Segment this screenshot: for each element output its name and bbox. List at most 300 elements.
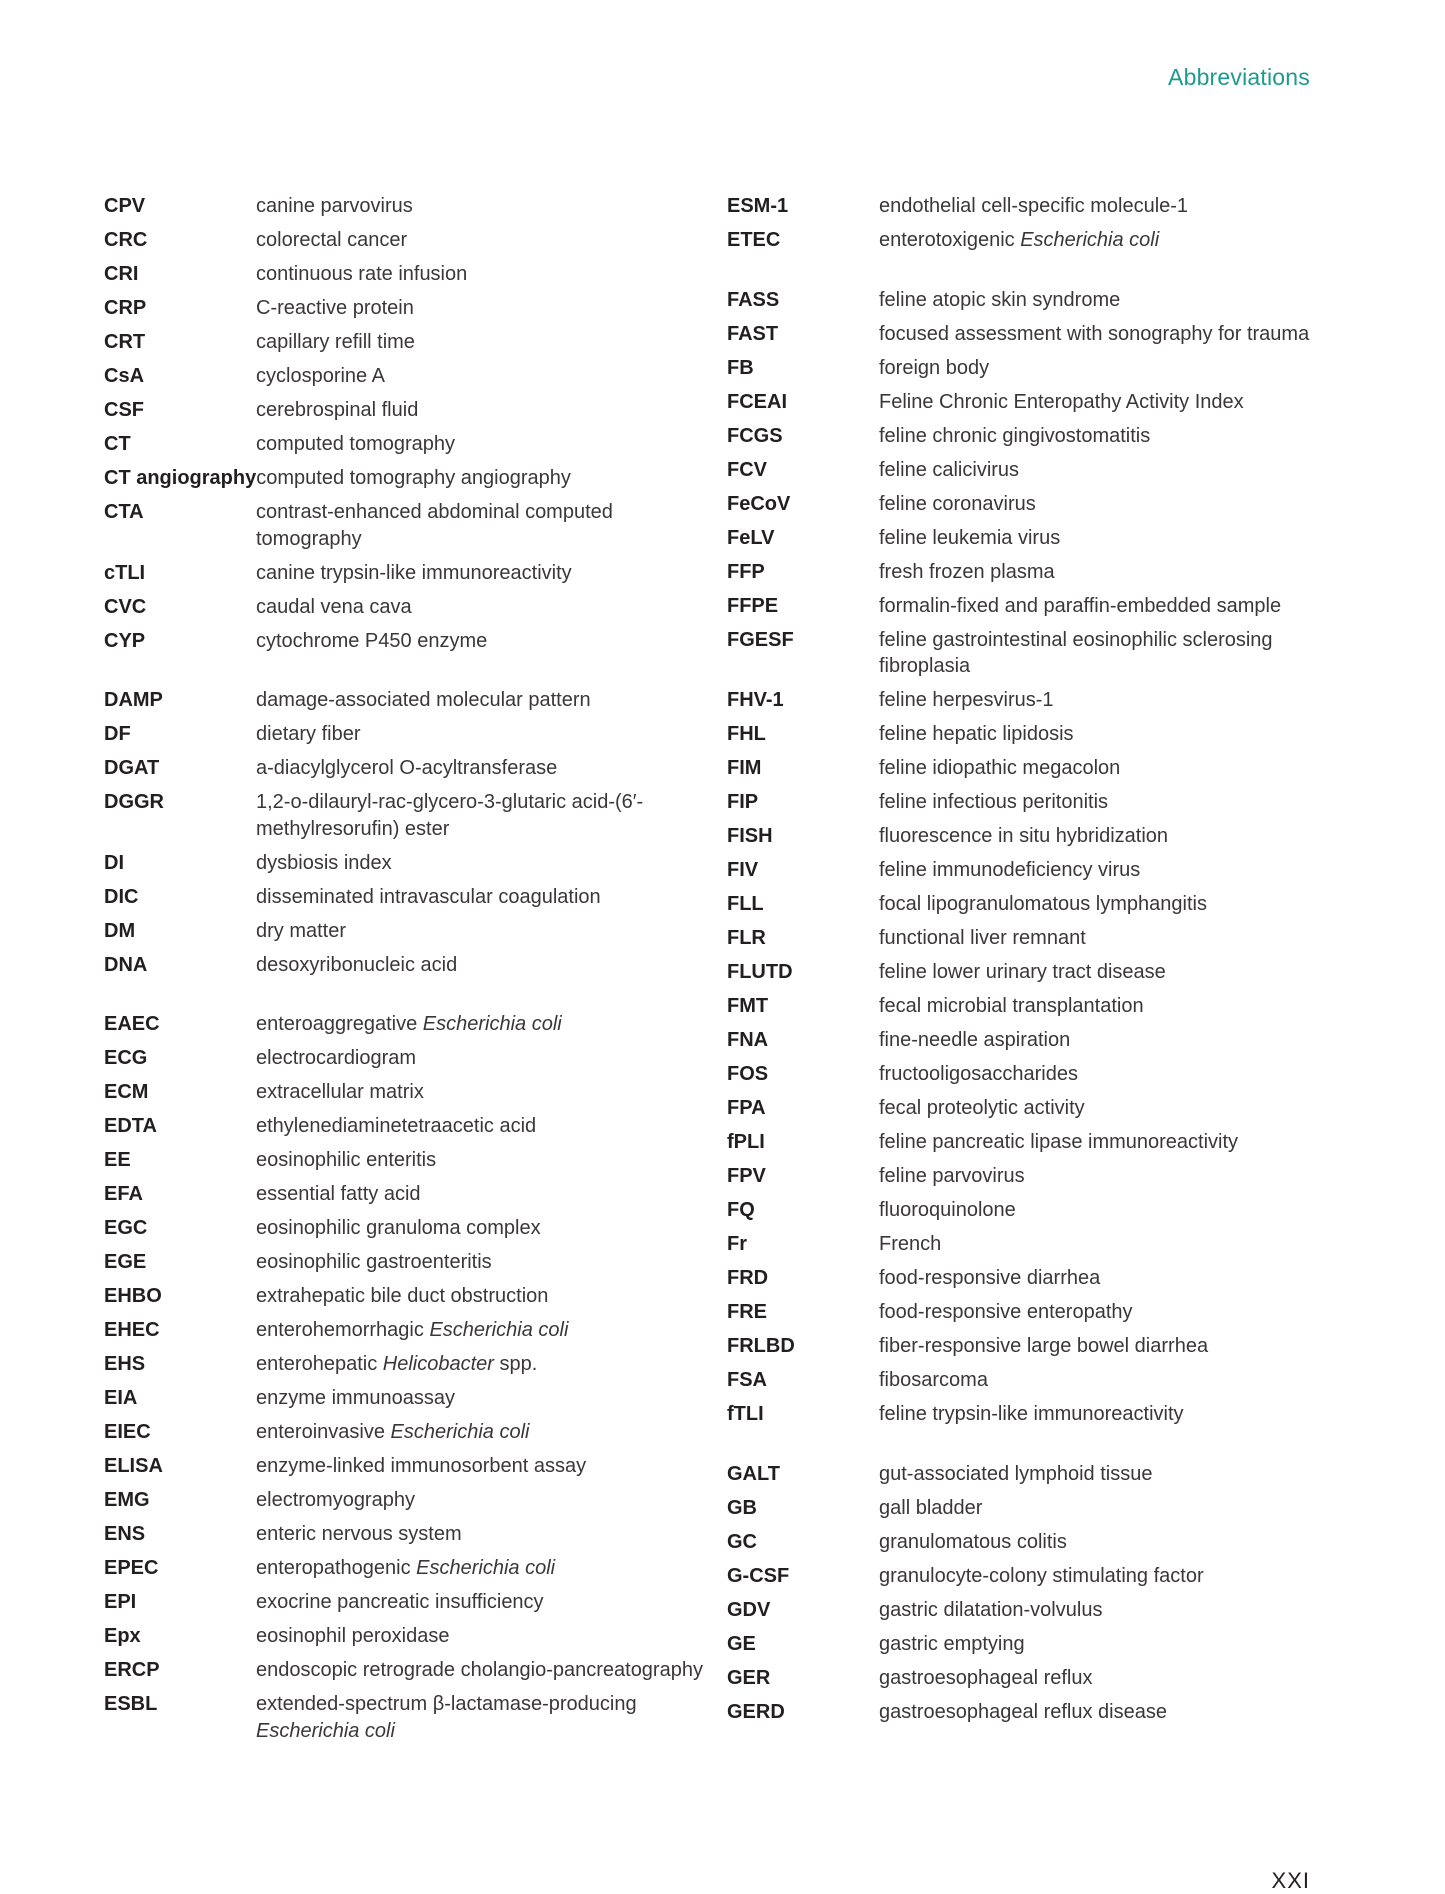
definition-text: extracellular matrix <box>256 1081 424 1103</box>
abbreviation-term: FIP <box>727 791 759 813</box>
abbreviation-entry <box>104 1385 704 1412</box>
abbreviation-entry <box>104 295 704 322</box>
abbreviation-term: DNA <box>104 953 148 976</box>
abbreviation-definition <box>256 1623 704 1650</box>
definition-text: feline chronic gingivostomatitis <box>879 424 1151 447</box>
abbreviation-term: FIV <box>727 859 759 881</box>
definition-text: gastric dilatation-volvulus <box>879 1598 1103 1621</box>
abbreviation-entry <box>104 431 704 458</box>
abbreviation-entry <box>727 925 1327 952</box>
abbreviation-entry <box>104 721 704 748</box>
abbreviation-definition <box>256 1589 704 1616</box>
definition-text: cyclosporine A <box>256 365 385 387</box>
definition-text: feline leukemia virus <box>879 526 1061 549</box>
abbreviation-term: fTLI <box>727 1403 764 1425</box>
abbreviation-entry <box>104 1317 704 1344</box>
abbreviation-entry <box>104 884 704 911</box>
abbreviation-entry <box>727 389 1327 416</box>
definition-italic-text: Escherichia coli <box>416 1557 556 1579</box>
abbreviation-list-left <box>104 193 704 1752</box>
abbreviation-term: FRD <box>727 1267 769 1289</box>
definition-text: enteric nervous system <box>256 1523 462 1545</box>
abbreviation-term: CRI <box>104 263 139 285</box>
abbreviation-entry <box>104 1555 704 1582</box>
abbreviation-entry <box>104 687 704 714</box>
abbreviation-definition <box>256 850 704 877</box>
abbreviation-entry <box>727 1265 1327 1292</box>
abbreviation-entry <box>727 959 1327 986</box>
abbreviation-term: FNA <box>727 1029 769 1051</box>
abbreviation-definition <box>256 918 704 945</box>
abbreviation-term: FFP <box>727 560 765 583</box>
abbreviation-entry <box>104 1079 704 1106</box>
abbreviation-entry <box>727 1665 1327 1692</box>
definition-text: feline idiopathic megacolon <box>879 757 1121 779</box>
abbreviation-entry <box>104 1623 704 1650</box>
abbreviation-definition <box>879 627 1327 680</box>
abbreviation-term: DF <box>104 723 131 745</box>
abbreviation-entry <box>104 755 704 782</box>
abbreviation-term: CVC <box>104 595 147 618</box>
abbreviation-definition <box>879 321 1327 348</box>
abbreviation-definition <box>879 1529 1327 1556</box>
abbreviation-entry <box>727 1495 1327 1522</box>
definition-text-suffix: spp. <box>493 1353 538 1375</box>
abbreviation-term: FeLV <box>727 526 775 549</box>
definition-text: ethylenediaminetetraacetic acid <box>256 1115 537 1137</box>
abbreviation-term: EIEC <box>104 1421 151 1443</box>
abbreviation-entry <box>727 721 1327 748</box>
abbreviation-definition <box>879 1631 1327 1658</box>
abbreviation-term: FeCoV <box>727 492 791 515</box>
abbreviation-list-right <box>727 193 1327 1733</box>
definition-text: feline pancreatic lipase immunoreactivity <box>879 1131 1239 1153</box>
abbreviation-entry <box>727 227 1327 254</box>
abbreviation-entry <box>104 1589 704 1616</box>
definition-italic-text: Escherichia coli <box>1020 229 1160 251</box>
abbreviation-definition <box>879 857 1327 884</box>
definition-text: endoscopic retrograde cholangio-pancreatography <box>256 1659 703 1681</box>
definition-text: eosinophil peroxidase <box>256 1625 450 1647</box>
abbreviation-entry <box>104 560 704 587</box>
definition-text: computed tomography <box>256 433 456 455</box>
abbreviation-definition <box>879 1665 1327 1692</box>
abbreviation-term: CPV <box>104 195 146 217</box>
abbreviation-term: FCV <box>727 458 767 481</box>
abbreviation-definition <box>256 1453 704 1480</box>
abbreviation-entry <box>727 491 1327 518</box>
abbreviation-definition <box>879 525 1327 552</box>
abbreviation-entry <box>727 457 1327 484</box>
abbreviation-definition <box>256 329 704 356</box>
abbreviation-term: GER <box>727 1666 771 1689</box>
definition-text: eosinophilic gastroenteritis <box>256 1251 492 1273</box>
abbreviation-definition <box>256 1215 704 1242</box>
abbreviation-definition <box>256 1385 704 1412</box>
abbreviation-definition <box>879 593 1327 620</box>
definition-text: feline infectious peritonitis <box>879 791 1109 813</box>
abbreviation-definition <box>256 1657 704 1684</box>
abbreviation-definition <box>256 1555 704 1582</box>
definition-text: dry matter <box>256 919 347 942</box>
abbreviation-definition <box>879 1265 1327 1292</box>
abbreviation-term: CTA <box>104 501 144 523</box>
abbreviation-definition <box>256 721 704 748</box>
definition-text: food-responsive enteropathy <box>879 1301 1133 1323</box>
abbreviation-entry <box>104 1657 704 1684</box>
abbreviation-entry <box>104 227 704 254</box>
abbreviation-definition <box>256 1249 704 1276</box>
definition-text: feline herpesvirus-1 <box>879 689 1054 711</box>
abbreviation-term: EHEC <box>104 1319 160 1341</box>
abbreviation-term: FB <box>727 356 754 379</box>
abbreviation-definition <box>256 227 704 254</box>
abbreviation-definition <box>879 1061 1327 1088</box>
abbreviation-entry <box>727 1231 1327 1258</box>
definition-text: feline lower urinary tract disease <box>879 961 1166 983</box>
definition-text: food-responsive diarrhea <box>879 1267 1101 1289</box>
abbreviation-entry <box>727 525 1327 552</box>
abbreviation-term: DIC <box>104 885 139 908</box>
abbreviation-entry <box>727 1563 1327 1590</box>
abbreviation-definition <box>256 1079 704 1106</box>
abbreviation-definition <box>256 1317 704 1344</box>
definition-text: enzyme immunoassay <box>256 1387 455 1409</box>
abbreviation-entry <box>727 1597 1327 1624</box>
abbreviation-definition <box>256 560 704 587</box>
abbreviation-term: CYP <box>104 629 146 652</box>
abbreviation-definition <box>256 687 704 714</box>
abbreviation-definition <box>256 952 704 979</box>
definition-text: French <box>879 1233 942 1255</box>
abbreviation-term: EDTA <box>104 1115 157 1137</box>
abbreviation-term: DGAT <box>104 757 160 779</box>
abbreviation-entry <box>104 918 704 945</box>
definition-text: Feline Chronic Enteropathy Activity Index <box>879 390 1244 413</box>
abbreviation-term: EPEC <box>104 1557 159 1579</box>
definition-text: desoxyribonucleic acid <box>256 953 458 976</box>
abbreviation-definition <box>879 193 1327 220</box>
definition-text: cytochrome P450 enzyme <box>256 629 488 652</box>
abbreviation-term: FIM <box>727 757 762 779</box>
abbreviation-definition <box>256 1113 704 1140</box>
abbreviation-term: G-CSF <box>727 1564 790 1587</box>
abbreviation-entry <box>104 193 704 220</box>
abbreviation-term: ENS <box>104 1523 146 1545</box>
abbreviation-definition <box>256 884 704 911</box>
abbreviation-entry <box>104 1011 704 1038</box>
abbreviation-term: FRE <box>727 1301 767 1323</box>
definition-text: capillary refill time <box>256 331 415 353</box>
abbreviation-entry <box>727 1529 1327 1556</box>
running-head: Abbreviations <box>1168 64 1310 90</box>
abbreviation-term: CRP <box>104 297 147 319</box>
abbreviation-term: CT <box>104 433 131 455</box>
definition-text: functional liver remnant <box>879 927 1086 949</box>
abbreviation-definition <box>879 1027 1327 1054</box>
definition-text: eosinophilic enteritis <box>256 1149 437 1171</box>
abbreviation-entry <box>727 857 1327 884</box>
definition-text: focused assessment with sonography for trauma <box>879 322 1310 345</box>
definition-text: feline gastrointestinal eosinophilic sclerosing fibroplasia <box>879 628 1273 677</box>
abbreviation-definition <box>256 1419 704 1446</box>
definition-text: fluoroquinolone <box>879 1199 1016 1221</box>
abbreviation-definition <box>879 1129 1327 1156</box>
abbreviation-entry <box>727 1461 1327 1488</box>
definition-text: formalin-fixed and paraffin-embedded sample <box>879 594 1282 617</box>
definition-text: endothelial cell-specific molecule-1 <box>879 195 1189 217</box>
abbreviation-term: FHV-1 <box>727 689 784 711</box>
abbreviation-term: FHL <box>727 723 766 745</box>
abbreviation-definition <box>256 295 704 322</box>
abbreviation-definition <box>879 1597 1327 1624</box>
abbreviation-entry <box>727 1095 1327 1122</box>
definition-text: enterohepatic <box>256 1353 383 1375</box>
abbreviation-entry <box>727 1401 1327 1428</box>
definition-text: electromyography <box>256 1489 415 1511</box>
definition-text: exocrine pancreatic insufficiency <box>256 1591 544 1613</box>
abbreviation-definition <box>879 1231 1327 1258</box>
definition-text: cerebrospinal fluid <box>256 399 419 421</box>
abbreviation-entry <box>727 1197 1327 1224</box>
abbreviation-definition <box>879 891 1327 918</box>
abbreviation-entry <box>104 1215 704 1242</box>
definition-text: gastric emptying <box>879 1632 1025 1655</box>
abbreviation-definition <box>256 755 704 782</box>
definition-text: fecal proteolytic activity <box>879 1097 1085 1119</box>
abbreviation-entry <box>104 1249 704 1276</box>
definition-italic-text: Helicobacter <box>382 1353 494 1375</box>
definition-text: feline atopic skin syndrome <box>879 288 1121 311</box>
abbreviation-entry <box>104 329 704 356</box>
abbreviation-definition <box>879 389 1327 416</box>
abbreviation-entry <box>104 1419 704 1446</box>
abbreviation-term: EGC <box>104 1217 148 1239</box>
abbreviation-definition <box>256 499 704 552</box>
abbreviation-entry <box>104 1487 704 1514</box>
definition-text: C-reactive protein <box>256 297 414 319</box>
abbreviation-definition <box>879 457 1327 484</box>
definition-text: canine parvovirus <box>256 195 413 217</box>
definition-italic-text: Escherichia coli <box>429 1319 569 1341</box>
abbreviation-definition <box>879 1461 1327 1488</box>
abbreviation-term: GC <box>727 1530 757 1553</box>
abbreviation-entry <box>727 1129 1327 1156</box>
definition-text: enteropathogenic <box>256 1557 417 1579</box>
abbreviation-entry <box>104 850 704 877</box>
abbreviation-entry <box>727 755 1327 782</box>
abbreviation-entry <box>727 789 1327 816</box>
abbreviation-term: GALT <box>727 1462 780 1485</box>
abbreviation-term: FFPE <box>727 594 779 617</box>
definition-text: colorectal cancer <box>256 229 408 251</box>
abbreviation-entry <box>727 593 1327 620</box>
abbreviation-term: FASS <box>727 288 780 311</box>
page-number: XXI <box>1271 1868 1310 1893</box>
abbreviation-definition <box>879 789 1327 816</box>
abbreviation-entry <box>104 1181 704 1208</box>
abbreviation-term: FQ <box>727 1199 755 1221</box>
abbreviation-entry <box>104 1045 704 1072</box>
abbreviation-definition <box>256 431 704 458</box>
abbreviation-entry <box>104 465 704 492</box>
abbreviation-term: CSF <box>104 399 144 421</box>
definition-text: extended-spectrum β-lactamase-producing <box>256 1693 637 1715</box>
abbreviation-term: ESBL <box>104 1693 158 1715</box>
abbreviation-term: DI <box>104 851 124 874</box>
abbreviation-term: EMG <box>104 1489 150 1511</box>
definition-text: enterohemorrhagic <box>256 1319 430 1341</box>
definition-text: fecal microbial transplantation <box>879 995 1144 1017</box>
definition-italic-text: Escherichia coli <box>422 1013 562 1035</box>
abbreviation-definition <box>879 993 1327 1020</box>
abbreviation-definition <box>879 423 1327 450</box>
definition-text: fibosarcoma <box>879 1369 988 1391</box>
abbreviation-definition <box>256 1011 704 1038</box>
abbreviation-entry <box>104 628 704 655</box>
abbreviation-definition <box>879 1095 1327 1122</box>
definition-text: fructooligosaccharides <box>879 1063 1078 1085</box>
abbreviation-definition <box>879 1563 1327 1590</box>
abbreviation-definition <box>256 397 704 424</box>
abbreviation-entry <box>727 287 1327 314</box>
definition-text: disseminated intravascular coagulation <box>256 885 601 908</box>
abbreviation-definition <box>256 628 704 655</box>
abbreviation-entry <box>727 1299 1327 1326</box>
abbreviation-definition <box>879 287 1327 314</box>
abbreviation-term: FLL <box>727 893 764 915</box>
definition-text: feline coronavirus <box>879 492 1036 515</box>
definition-text: 1,2-o-dilauryl-rac-glycero-3-glutaric acid-(6′-methylresorufin) ester <box>256 791 644 840</box>
definition-text: gastroesophageal reflux <box>879 1666 1093 1689</box>
definition-text: extrahepatic bile duct obstruction <box>256 1285 549 1307</box>
abbreviation-definition <box>879 227 1327 254</box>
abbreviation-entry <box>727 1699 1327 1726</box>
definition-text: electrocardiogram <box>256 1047 417 1069</box>
abbreviation-definition <box>879 1495 1327 1522</box>
abbreviation-term: FGESF <box>727 628 794 651</box>
abbreviation-term: CRC <box>104 229 148 251</box>
definition-text: enteroinvasive <box>256 1421 391 1443</box>
definition-text: feline trypsin-like immunoreactivity <box>879 1403 1184 1425</box>
definition-italic-text: Escherichia coli <box>390 1421 530 1443</box>
abbreviation-term: FCEAI <box>727 390 787 413</box>
abbreviation-definition <box>879 1401 1327 1428</box>
abbreviation-definition <box>879 823 1327 850</box>
abbreviation-entry <box>104 594 704 621</box>
definition-text: feline hepatic lipidosis <box>879 723 1074 745</box>
abbreviation-entry <box>104 1521 704 1548</box>
abbreviation-entry <box>727 559 1327 586</box>
abbreviation-term: ECM <box>104 1081 149 1103</box>
abbreviation-entry <box>104 1283 704 1310</box>
abbreviation-entry <box>727 423 1327 450</box>
abbreviation-definition <box>256 261 704 288</box>
abbreviation-term: FMT <box>727 995 769 1017</box>
abbreviation-definition <box>256 363 704 390</box>
definition-text: enzyme-linked immunosorbent assay <box>256 1455 587 1477</box>
abbreviation-term: CT angiography <box>104 467 257 489</box>
abbreviation-entry <box>727 1333 1327 1360</box>
definition-text: fine-needle aspiration <box>879 1029 1071 1051</box>
abbreviation-term: FAST <box>727 322 779 345</box>
abbreviation-term: ECG <box>104 1047 148 1069</box>
abbreviation-term: EIA <box>104 1387 138 1409</box>
abbreviation-term: Fr <box>727 1233 747 1255</box>
abbreviation-term: FRLBD <box>727 1335 795 1357</box>
abbreviation-definition <box>256 594 704 621</box>
definition-text: continuous rate infusion <box>256 263 468 285</box>
abbreviation-definition <box>256 1487 704 1514</box>
abbreviation-entry <box>727 193 1327 220</box>
abbreviation-term: EPI <box>104 1591 137 1613</box>
abbreviation-term: ELISA <box>104 1455 163 1477</box>
abbreviation-term: FSA <box>727 1369 767 1391</box>
abbreviation-entry <box>104 363 704 390</box>
abbreviation-term: EGE <box>104 1251 147 1273</box>
abbreviation-term: fPLI <box>727 1131 765 1153</box>
abbreviation-entry <box>727 355 1327 382</box>
abbreviation-term: ESM-1 <box>727 195 789 217</box>
abbreviation-entry <box>727 1061 1327 1088</box>
abbreviation-definition <box>879 755 1327 782</box>
definition-text: enterotoxigenic <box>879 229 1021 251</box>
definition-text: contrast-enhanced abdominal computed tomography <box>256 501 613 550</box>
abbreviation-entry <box>727 1163 1327 1190</box>
abbreviation-entry <box>104 1453 704 1480</box>
definition-text: gastroesophageal reflux disease <box>879 1700 1167 1723</box>
abbreviation-definition <box>256 1283 704 1310</box>
abbreviation-term: Epx <box>104 1625 141 1647</box>
abbreviation-term: EHBO <box>104 1285 162 1307</box>
definition-text: granulocyte-colony stimulating factor <box>879 1564 1204 1587</box>
abbreviation-term: GDV <box>727 1598 771 1621</box>
abbreviation-entry <box>727 321 1327 348</box>
abbreviation-term: CsA <box>104 365 145 387</box>
abbreviation-entry <box>727 1631 1327 1658</box>
abbreviation-definition <box>879 687 1327 714</box>
abbreviation-definition <box>256 1521 704 1548</box>
abbreviation-definition <box>879 925 1327 952</box>
abbreviation-term: FLR <box>727 927 766 949</box>
definition-text: enteroaggregative <box>256 1013 423 1035</box>
abbreviation-definition <box>879 1333 1327 1360</box>
definition-text: fiber-responsive large bowel diarrhea <box>879 1335 1209 1357</box>
definition-text: gut-associated lymphoid tissue <box>879 1462 1153 1485</box>
abbreviation-term: GB <box>727 1496 757 1519</box>
abbreviation-term: cTLI <box>104 561 146 584</box>
definition-text: focal lipogranulomatous lymphangitis <box>879 893 1207 915</box>
abbreviation-entry <box>104 1351 704 1378</box>
abbreviation-definition <box>879 559 1327 586</box>
definition-text: canine trypsin-like immunoreactivity <box>256 561 572 584</box>
definition-text: damage-associated molecular pattern <box>256 689 591 711</box>
abbreviation-entry <box>104 952 704 979</box>
abbreviation-term: FLUTD <box>727 961 793 983</box>
abbreviation-term: ERCP <box>104 1659 160 1681</box>
abbreviation-definition <box>256 1181 704 1208</box>
definition-text: dysbiosis index <box>256 851 392 874</box>
abbreviation-definition <box>256 465 704 492</box>
abbreviation-definition <box>879 355 1327 382</box>
abbreviation-definition <box>879 1163 1327 1190</box>
abbreviation-entry <box>727 891 1327 918</box>
abbreviation-definition <box>256 1351 704 1378</box>
abbreviation-definition <box>879 1367 1327 1394</box>
abbreviation-term: DAMP <box>104 689 163 711</box>
abbreviation-definition <box>256 789 704 842</box>
definition-text: foreign body <box>879 356 990 379</box>
